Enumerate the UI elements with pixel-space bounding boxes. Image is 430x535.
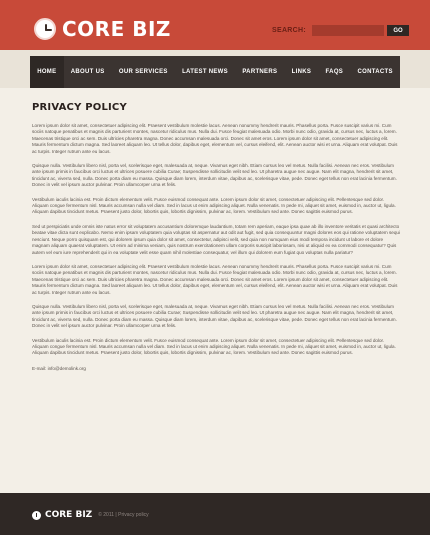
policy-paragraph: Quisque nulla. Vestibulum libero nisl, porta vel, scelerisque eget, malesuada at, neque. Vivamus eget nibh. Etiam cursus leo vel metus. Nulla facilisi. Aenean nec eros. Vestibulum ante ipsum primis in faucibus orci luctus et ultrices posuere cubilia Curae; Suspendisse sollicitudin velit sed leo. Ut pharetra augue nec augue. Nam elit magna, hendrerit sit amet, tincidunt ac, viverra sed, nulla. Donec porta diam eu massa. Quisque diam lorem, interdum vitae, dapibus ac, scelerisque vitae, pede. Donec eget tellus non erat lacinia fermentum. Donec in velit vel ipsum auctor pulvinar. Proin ullamcorper urna et felis. (32, 303, 397, 329)
site-header (0, 0, 430, 50)
nav-item-home[interactable]: HOME (30, 56, 64, 88)
footer-branding (32, 510, 149, 520)
nav-bar-background (0, 50, 430, 88)
site-logo[interactable] (34, 17, 171, 41)
main-nav (30, 56, 400, 88)
policy-paragraph: Quisque nulla. Vestibulum libero nisl, porta vel, scelerisque eget, malesuada at, neque. Vivamus eget nibh. Etiam cursus leo vel metus. Nulla facilisi. Aenean nec eros. Vestibulum ante ipsum primis in faucibus orci luctus et ultrices posuere cubilia Curae; Suspendisse sollicitudin velit sed leo. Ut pharetra augue nec augue. Nam elit magna, hendrerit sit amet, tincidunt ac, viverra sed, nulla. Donec porta diam eu massa. Quisque diam lorem, interdum vitae, dapibus ac, scelerisque vitae, pede. Donec eget tellus non erat lacinia fermentum. Donec in velit vel ipsum auctor pulvinar. Proin ullamcorper urna et felis. (32, 163, 397, 188)
clock-icon (34, 18, 56, 40)
clock-icon (32, 511, 41, 520)
nav-item-our-services[interactable]: OUR SERVICES (118, 69, 168, 75)
nav-item-about-us[interactable]: ABOUT US (70, 69, 105, 75)
logo-text: CORE BIZ (62, 17, 171, 41)
page-title: PRIVACY POLICY (32, 102, 127, 113)
policy-paragraph: Vestibulum iaculis lacinia est. Proin dictum elementum velit. Fusce euismod consequat ante. Lorem ipsum dolor sit amet, consectetuer adipiscing elit. Pellentesque sed dolor. Aliquam congue fermentum nisl. Mauris accumsan nulla vel diam. Sed in lacus ut enim adipiscing aliquet. Nulla venenatis. In pede mi, aliquet sit amet, euismod in, auctor ut, ligula. Aliquam dapibus tincidunt metus. Praesent justo dolor, lobortis quis, lobortis dignissim, pulvinar ac, lorem. Vestibulum sed ante. Donec sagittis euismod purus. (32, 337, 396, 356)
policy-paragraph: Sed ut perspiciatis unde omnis iste natus error sit voluptatem accusantium doloremque laudantium, totam rem aperiam, eaque ipsa quae ab illo inventore veritatis et quasi architecto beatae vitae dicta sunt explicabo. Nemo enim ipsam voluptatem quia voluptas sit aspernatur aut odit aut fugit, sed quia consequuntur magni dolores eos qui ratione voluptatem sequi nesciunt. Neque porro quisquam est, qui dolorem ipsum quia dolor sit amet, consectetur, adipisci velit, sed quia non numquam eius modi tempora incidunt ut labore et dolore magnam aliquam quaerat voluptatem. Ut enim ad minima veniam, quis nostrum exercitationem ullam corporis suscipit laboriosam, nisi ut aliquid ex ea commodi consequatur? Quis autem vel eum iure reprehenderit qui in ea voluptate velit esse quam nihil molestiae consequatur, vel illum qui dolorem eum fugiat quo voluptas nulla pariatur? (32, 223, 400, 255)
policy-paragraph: Lorem ipsum dolor sit amet, consectetuer adipiscing elit. Praesent vestibulum molestie lacus. Aenean nonummy hendrerit mauris. Phasellus porta. Fusce suscipit varius mi. Cum sociis natoque penatibus et magnis dis parturient montes, nascetur ridiculus mus. Nulla dui. Fusce feugiat malesuada odio. Morbi nunc odio, gravida at, cursus nec, luctus a, lorem. Maecenas tristique orci ac sem. Duis ultricies pharetra magna. Donec accumsan malesuada orci. Donec sit amet eros. Lorem ipsum dolor sit amet, consectetuer adipiscing elit. Mauris fermentum dictum magna. Sed laoreet aliquam leo. Ut tellus dolor, dapibus eget, elementum vel, cursus eleifend, elit. Aenean auctor wisi et urna. Aliquam erat volutpat. Duis ac turpis. Integer rutrum ante eu lacus. (32, 263, 398, 295)
contact-email[interactable]: E-mail: info@demolink.org (32, 365, 86, 371)
footer-copyright[interactable]: © 2011 | Privacy policy (98, 512, 149, 518)
search-input[interactable] (312, 25, 384, 36)
nav-item-contacts[interactable]: CONTACTS (357, 69, 393, 75)
policy-paragraph: Vestibulum iaculis lacinia est. Proin dictum elementum velit. Fusce euismod consequat ante. Lorem ipsum dolor sit amet, consectetuer adipiscing elit. Pellentesque sed dolor. Aliquam congue fermentum nisl. Mauris accumsan nulla vel diam. Sed in lacus ut enim adipiscing aliquet. Nulla venenatis. In pede mi, aliquet sit amet, euismod in, auctor ut, ligula. Aliquam dapibus tincidunt metus. Praesent justo dolor, lobortis quis, lobortis dignissim, pulvinar ac, lorem. Vestibulum sed ante. Donec sagittis euismod purus. (32, 196, 396, 215)
nav-item-latest-news[interactable]: LATEST NEWS (182, 69, 228, 75)
footer-logo-text[interactable]: CORE BIZ (45, 510, 93, 520)
site-footer (0, 493, 430, 535)
nav-item-links[interactable]: LINKS (291, 69, 312, 75)
main-content (32, 96, 400, 371)
nav-item-partners[interactable]: PARTNERS (242, 69, 278, 75)
policy-paragraph: Lorem ipsum dolor sit amet, consectetuer adipiscing elit. Praesent vestibulum molestie lacus. Aenean nonummy hendrerit mauris. Phasellus porta. Fusce suscipit varius mi. Cum sociis natoque penatibus et magnis dis parturient montes, nascetur ridiculus mus. Nulla dui. Fusce feugiat malesuada odio. Morbi nunc odio, gravida at, cursus nec, luctus a, lorem. Maecenas tristique orci ac sem. Duis ultricies pharetra magna. Donec accumsan malesuada orci. Donec sit amet eros. Lorem ipsum dolor sit amet, consectetuer adipiscing elit. Mauris fermentum dictum magna. Sed laoreet aliquam leo. Ut tellus dolor, dapibus eget, elementum vel, cursus eleifend, elit. Aenean auctor wisi et urna. Aliquam erat volutpat. Duis ac turpis. Integer rutrum ante eu lacus. (32, 123, 398, 154)
search-go-button[interactable]: GO (387, 25, 409, 36)
search-label: SEARCH: (272, 27, 306, 34)
search-form (272, 25, 409, 36)
nav-item-faqs[interactable]: FAQS (325, 69, 344, 75)
